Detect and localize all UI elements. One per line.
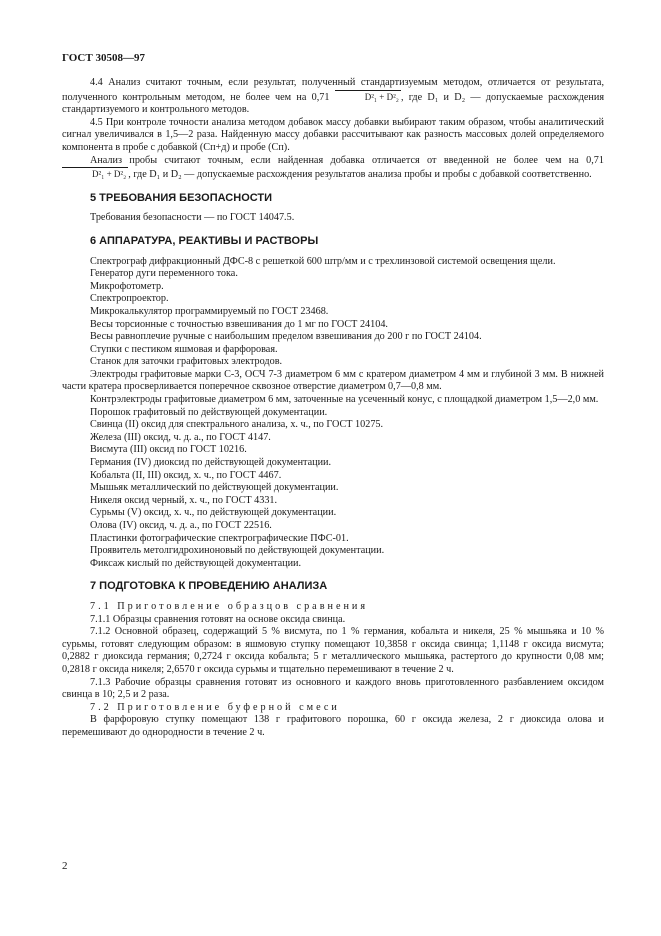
sqrt-expression: D²₁ + D²₂ — [335, 90, 401, 104]
section-5-text: Требования безопасности — по ГОСТ 14047.5. — [90, 212, 295, 224]
para-4-5: 4.5 При контроле точности анализа методом добавок массу добавки выбирают таким образом, чтобы аналитический сигнал увеличивался в 1,5—2 раза. Найденную массу добавки рассчитывают как разность массовых долей определяемого компонента в пробе с добавкой (Сп+д) и пробе (Сп). — [62, 116, 604, 153]
list-item: Спектропроектор. — [90, 293, 169, 305]
equipment-list — [62, 256, 604, 571]
list-item: Висмута (III) оксид по ГОСТ 10216. — [90, 444, 247, 456]
list-item: Контрэлектроды графитовые диаметром 6 мм, заточенные на усеченный конус, с площадкой диаметром 1,5—2,0 мм. — [90, 394, 599, 406]
para-7-1-2: 7.1.2 Основной образец, содержащий 5 % висмута, по 1 % германия, кобальта и никеля, 25 % мышьяка и 10 % сурьмы, готовят следующим образом: в яшмовую ступку помещают 10,3858 г оксида свинца; 1,1148 г оксида висмута; 0,2882 г диоксида германия; 0,2724 г оксида кобальта; 5 г металлического мышьяка, растертого до крупности 0,08 мм; 0,2818 г оксида никеля; 2,6570 г оксида сурьмы и тщательно перемешивают в течение 2 ч. — [62, 626, 604, 675]
list-item: Сурьмы (V) оксид, х. ч., по действующей документации. — [90, 507, 337, 519]
list-item: Микрокалькулятор программируемый по ГОСТ 23468. — [90, 305, 329, 317]
list-item: Весы равноплечие ручные с наибольшим пределом взвешивания до 200 г по ГОСТ 24104. — [90, 331, 482, 343]
para-4-6-text: Анализ пробы считают точным, если найденная добавка отличается от введенной не более чем на 0,71 — [90, 154, 604, 166]
section-7-title: 7 ПОДГОТОВКА К ПРОВЕДЕНИЮ АНАЛИЗА — [90, 580, 328, 593]
sqrt-expression-2: D²₁ + D²₂ — [62, 167, 128, 181]
para-7-1-3: 7.1.3 Рабочие образцы сравнения готовят из основного и каждого вновь приготовленного разбавлением оксидом свинца в 10; 2,5 и 2 раза. — [62, 676, 604, 701]
list-item: Весы торсионные с точностью взвешивания до 1 мг по ГОСТ 24104. — [90, 318, 388, 330]
list-item: Олова (IV) оксид, ч. д. а., по ГОСТ 22516. — [90, 520, 272, 531]
list-item: Железа (III) оксид, ч. д. а., по ГОСТ 4147. — [90, 431, 271, 443]
para-4-6-tail: , где D₁ и D₂ — допускаемые расхождения результатов анализа пробы и пробы с добавкой соответственно. — [128, 169, 592, 181]
subsection-7-1-title: 7.1 Приготовление образцов сравнения — [90, 600, 369, 612]
list-item: Пластинки фотографические спектрографические ПФС-01. — [90, 532, 349, 544]
list-item: Германия (IV) диоксид по действующей документации. — [90, 457, 332, 469]
list-item: Кобальта (II, III) оксид, х. ч., по ГОСТ 4467. — [90, 469, 282, 481]
list-item: Порошок графитовый по действующей документации. — [90, 406, 328, 418]
list-item: Фиксаж кислый по действующей документации. — [90, 557, 302, 569]
list-item: Микрофотометр. — [90, 280, 164, 292]
section-5-title: 5 ТРЕБОВАНИЯ БЕЗОПАСНОСТИ — [90, 191, 273, 204]
document-header: ГОСТ 30508—97 — [62, 52, 145, 64]
list-item: Мышьяк металлический по действующей документации. — [90, 482, 339, 494]
para-4-6 — [62, 155, 604, 182]
list-item: Станок для заточки графитовых электродов. — [90, 356, 283, 368]
subsection-7-2-title: 7.2 Приготовление буферной смеси — [90, 701, 340, 713]
para-4-4-tail: , где D₁ и D₂ — допускаемые расхождения стандартизуемого и контрольного методов. — [62, 91, 605, 116]
list-item: Электроды графитовые марки С-3, ОСЧ 7-3 диаметром 6 мм с кратером диаметром 4 мм и глубиной 3 мм. В нижней части кратера просверливается поперечное сквозное отверстие диаметром 0,7—0,8 мм. — [62, 368, 604, 393]
list-item: Спектрограф дифракционный ДФС-8 с решеткой 600 штр/мм и с трехлинзовой системой освещения щели. — [90, 255, 556, 267]
para-7-1-1: 7.1.1 Образцы сравнения готовят на основе оксида свинца. — [90, 613, 346, 625]
page-number: 2 — [62, 860, 68, 872]
list-item: Свинца (II) оксид для спектрального анализа, х. ч., по ГОСТ 10275. — [90, 419, 384, 431]
para-4-4 — [62, 77, 604, 117]
para-7-2: В фарфоровую ступку помещают 138 г графитового порошка, 60 г оксида железа, 2 г диоксида олова и перемешивают до однородности в течение 2 ч. — [62, 714, 604, 738]
list-item: Ступки с пестиком яшмовая и фарфоровая. — [90, 343, 278, 355]
section-6-title: 6 АППАРАТУРА, РЕАКТИВЫ И РАСТВОРЫ — [90, 234, 319, 247]
list-item: Проявитель метолгидрохиноновый по действующей документации. — [90, 545, 385, 557]
document-body — [62, 77, 604, 740]
list-item: Никеля оксид черный, х. ч., по ГОСТ 4331. — [90, 494, 278, 506]
para-4-4-text: 4.4 Анализ считают точным, если результат, полученный стандартизуемым методом, отличается от результата, полученного контрольным методом, не более чем на 0,71 — [62, 77, 604, 103]
list-item: Генератор дуги переменного тока. — [90, 268, 238, 280]
